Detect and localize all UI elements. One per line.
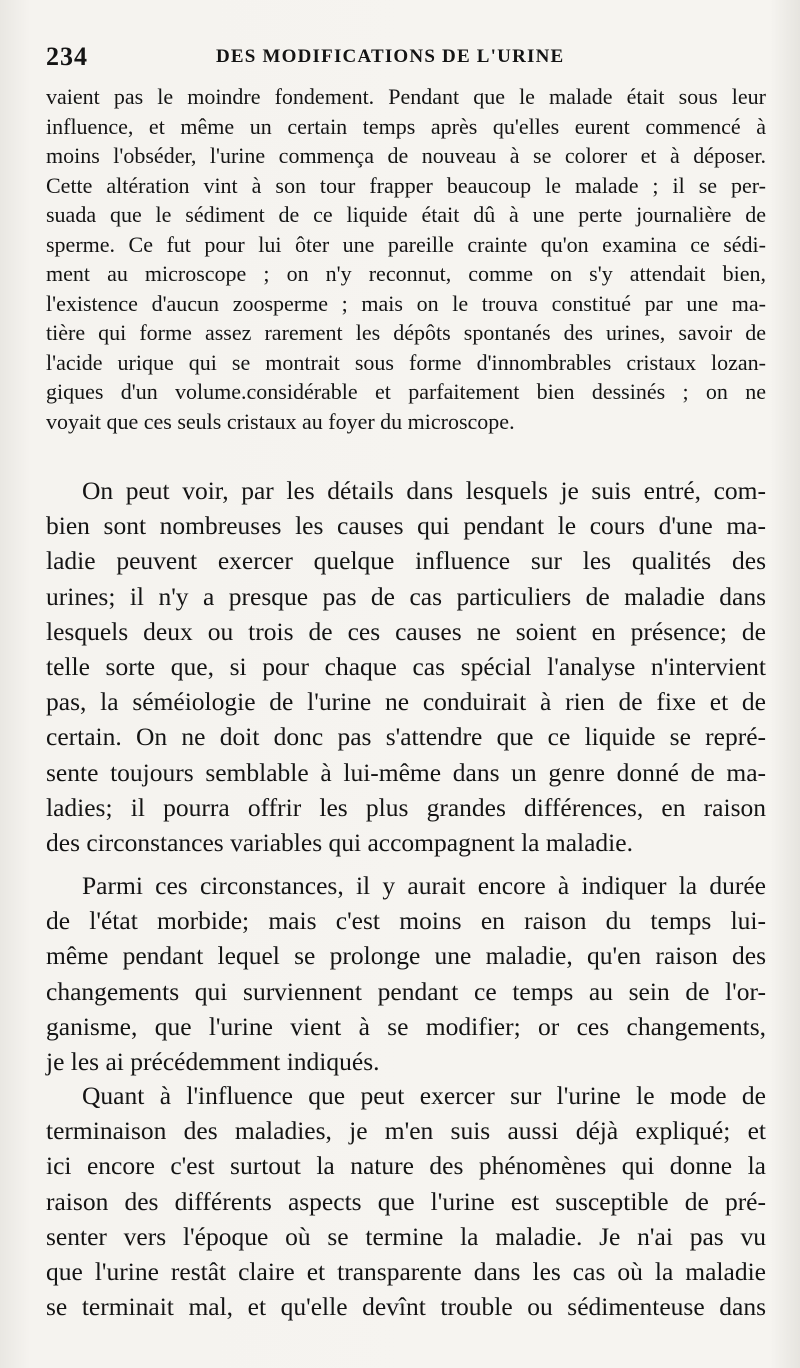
text-line: se terminait mal, et qu'elle devînt trouble ou sédimenteuse dans (46, 1292, 766, 1322)
paragraph (46, 473, 766, 860)
paragraph-continued (46, 82, 766, 436)
text-line: ganisme, que l'urine vient à se modifier; or ces changements, (46, 1011, 766, 1041)
text-line: giques d'un volume.considérable et parfaitement bien dessinés ; on ne (46, 379, 766, 404)
text-line: certain. On ne doit donc pas s'attendre que ce liquide se repré- (46, 722, 766, 752)
page-number: 234 (46, 42, 88, 71)
text-line: moins l'obséder, l'urine commença de nouveau à se colorer et à déposer. (46, 143, 766, 168)
text-line: Quant à l'influence que peut exercer sur l'urine le mode de (82, 1081, 766, 1110)
text-line: bien sont nombreuses les causes qui pendant le cours d'une ma- (46, 511, 766, 541)
text-line: On peut voir, par les détails dans lesquels je suis entré, com- (82, 476, 766, 505)
text-line: sperme. Ce fut pour lui ôter une pareille crainte qu'on examina ce sédi- (46, 231, 766, 257)
text-line: changements qui surviennent pendant ce temps au sein de l'or- (46, 976, 766, 1006)
text-line: sente toujours semblable à lui-même dans un genre donné de ma- (46, 757, 766, 787)
text-line: Cette altération vint à son tour frapper beaucoup le malade ; il se per- (46, 172, 766, 198)
text-line: même pendant lequel se prolonge une maladie, qu'en raison des (46, 941, 766, 971)
text-line: lesquels deux ou trois de ces causes ne soient en présence; de (46, 616, 766, 646)
text-line: de l'état morbide; mais c'est moins en raison du temps lui- (46, 906, 766, 936)
text-line: voyait que ces seuls cristaux au foyer du microscope. (46, 408, 515, 434)
page-header (46, 40, 770, 74)
text-line: pas, la séméiologie de l'urine ne conduirait à rien de fixe et de (46, 687, 766, 717)
text-line: terminaison des maladies, je m'en suis aussi déjà expliqué; et (46, 1116, 766, 1146)
text-line: je les ai précédemment indiqués. (46, 1046, 380, 1076)
text-line: influence, et même un certain temps après qu'elles eurent commencé à (46, 113, 766, 139)
text-line: l'existence d'aucun zoosperme ; mais on le trouva constitué par une ma- (46, 290, 766, 316)
text-line: Parmi ces circonstances, il y aurait encore à indiquer la durée (82, 871, 766, 900)
text-line: tière qui forme assez rarement les dépôts spontanés des urines, savoir de (46, 320, 766, 345)
paragraph (46, 1078, 766, 1324)
text-line: vaient pas le moindre fondement. Pendant que le malade était sous leur (46, 84, 766, 109)
text-line: urines; il n'y a presque pas de cas particuliers de maladie dans (46, 581, 766, 611)
text-line: l'acide urique qui se montrait sous forme d'innombrables cristaux lozan- (46, 349, 766, 375)
text-line: ladies; il pourra offrir les plus grandes différences, en raison (46, 792, 766, 822)
text-line: telle sorte que, si pour chaque cas spécial l'analyse n'intervient (46, 651, 766, 681)
text-line: que l'urine restât claire et transparente dans les cas où la maladie (46, 1256, 766, 1286)
paragraph (46, 868, 766, 1079)
text-line: des circonstances variables qui accompagnent la maladie. (46, 827, 633, 857)
text-line: ment au microscope ; on n'y reconnut, comme on s'y attendait bien, (46, 261, 766, 286)
running-title: DES MODIFICATIONS DE L'URINE (216, 46, 565, 67)
text-line: suada que le sédiment de ce liquide était dû à une perte journalière de (46, 202, 766, 227)
text-line: senter vers l'époque où se termine la maladie. Je n'ai pas vu (46, 1221, 766, 1251)
text-line: ici encore c'est surtout la nature des phénomènes qui donne la (46, 1151, 766, 1181)
text-line: ladie peuvent exercer quelque influence sur les qualités des (46, 546, 766, 576)
text-line: raison des différents aspects que l'urine est susceptible de pré- (46, 1186, 766, 1216)
